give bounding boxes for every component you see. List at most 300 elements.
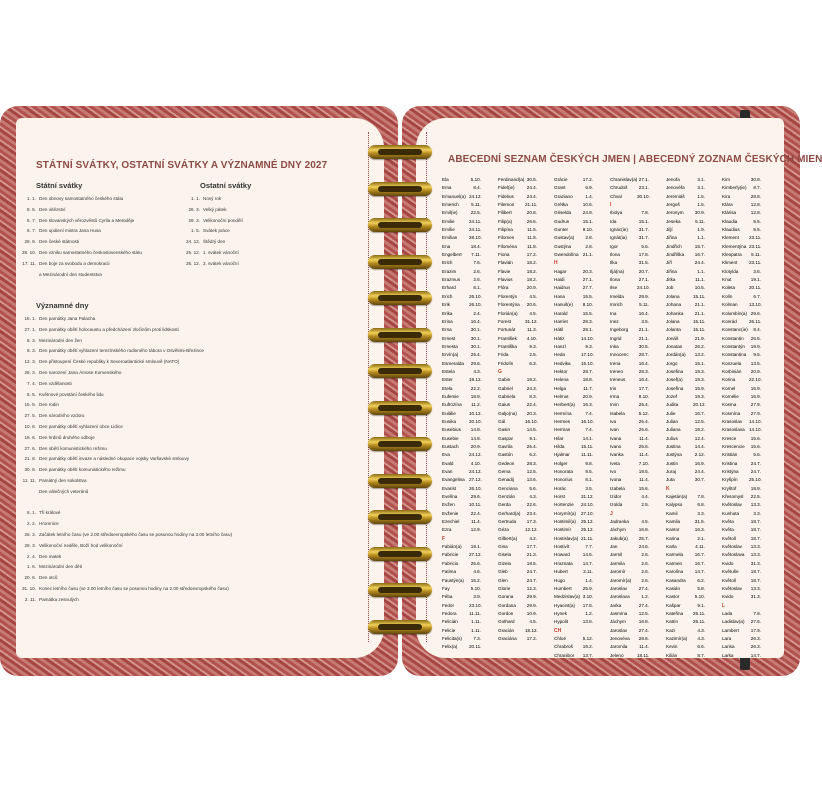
entry-text: Den památky obětí holocaustu a předcházení zločinům proti lidskosti (39, 326, 179, 332)
name-date: 22.4. (526, 402, 537, 408)
entry-date: 8. 3. (27, 348, 36, 354)
name-text: Isabela (610, 410, 625, 416)
entry-date: 28. 3. (24, 369, 36, 375)
name-entry (722, 243, 761, 251)
entry-date: 2. 11. (24, 596, 36, 602)
name-entry (610, 201, 649, 209)
name-date: 31.12. (525, 318, 538, 324)
other-holiday-row (184, 216, 334, 227)
name-entry (442, 201, 481, 209)
name-entry (498, 635, 537, 643)
name-entry (442, 243, 481, 251)
name-entry (666, 618, 705, 626)
name-text: Filipína (498, 227, 513, 233)
name-entry (666, 543, 705, 551)
name-date: 29.6. (470, 360, 481, 366)
name-text: Féba (442, 594, 453, 600)
name-entry (722, 418, 761, 426)
name-date: 19.2. (582, 644, 593, 650)
name-date: 19.5. (638, 469, 649, 475)
name-entry (554, 535, 593, 543)
name-text: Ladislav(a) (722, 619, 745, 625)
letter-heading: H (554, 260, 558, 267)
name-text: Chval (610, 193, 622, 199)
name-entry (610, 393, 649, 401)
name-text: Gavrila (498, 444, 513, 449)
name-text: Jaroslava (610, 594, 630, 600)
name-date: 18.2. (526, 268, 537, 274)
name-date: 26.3. (750, 644, 761, 650)
name-text: Jozef (666, 393, 677, 399)
name-entry (610, 618, 649, 626)
name-date: 7.8. (697, 494, 705, 500)
name-text: Irvin (610, 402, 619, 408)
name-date: 17.8. (638, 252, 649, 258)
name-entry (554, 602, 593, 610)
name-entry (498, 610, 537, 618)
name-text: Filip(a) (498, 218, 513, 224)
name-date: 11.1. (695, 277, 705, 283)
name-entry (554, 493, 593, 501)
name-entry (442, 476, 481, 484)
name-entry (666, 218, 705, 226)
name-entry (666, 560, 705, 568)
name-text: Gizela (498, 560, 512, 566)
entry-date: 18. 6. (24, 434, 36, 440)
name-text: Kantor (666, 527, 680, 533)
name-text: Jaroslav (610, 585, 628, 591)
name-entry (666, 510, 705, 518)
name-entry (722, 501, 761, 509)
name-entry (442, 385, 481, 393)
name-text: Innocenc (610, 352, 629, 358)
name-date: 1.5. (697, 202, 705, 208)
name-date: 20.10. (469, 418, 482, 424)
name-date: 18.2. (526, 277, 537, 283)
name-entry (610, 551, 649, 559)
name-text: Kolman (722, 302, 738, 308)
entry-date: 27. 1. (24, 326, 36, 332)
name-date: 9.1. (697, 602, 705, 608)
name-entry (554, 193, 593, 201)
name-date: 7.7. (585, 544, 593, 550)
name-date: 21.1. (694, 302, 705, 308)
name-date: 15.6. (750, 444, 761, 449)
name-date: 27.4. (638, 627, 649, 633)
name-entry (666, 176, 705, 184)
name-date: 28.3. (526, 460, 537, 466)
name-entry (498, 426, 537, 434)
name-entry (442, 460, 481, 468)
name-text: Klementýna (722, 243, 747, 249)
name-date: 2.5. (529, 352, 537, 358)
name-entry (666, 652, 705, 660)
name-text: Kimberly(ie) (722, 185, 747, 191)
name-date: 19.1. (750, 277, 761, 283)
name-text: Karmela (666, 552, 684, 558)
name-date: 14.4. (694, 444, 705, 449)
entry-text: Den vzdělanosti (39, 380, 72, 386)
name-entry (554, 218, 593, 226)
name-text: Jeronym (666, 210, 684, 216)
name-date: 8.7. (753, 185, 761, 191)
name-text: Hostislav(a) (554, 535, 579, 541)
name-entry (498, 443, 537, 451)
name-text: Jiřina (666, 235, 677, 241)
name-entry (498, 493, 537, 501)
name-text: Klaudius (722, 227, 740, 233)
entry-date: 28. 10. (21, 249, 36, 255)
significant-day-row (20, 368, 360, 379)
name-entry (610, 560, 649, 568)
name-entry (442, 293, 481, 301)
name-text: Emílian (442, 235, 458, 241)
name-text: Chloé (554, 635, 567, 641)
name-date: 26.2. (694, 343, 705, 349)
binding-ring (368, 255, 432, 269)
entry-text: Den narození Jana Ámose Komenského (39, 369, 122, 375)
name-text: Jáchym (610, 527, 626, 533)
name-text: Evan (442, 469, 453, 475)
name-text: Evangelina (442, 477, 465, 483)
name-date: 16.9. (750, 385, 761, 391)
name-text: Honorata (554, 469, 573, 475)
significant-day-row (20, 476, 360, 487)
name-date: 24.6. (638, 544, 649, 550)
name-date: 25.6. (638, 444, 649, 449)
binding-ring (368, 291, 432, 305)
name-text: Květa (722, 519, 734, 525)
name-entry (722, 226, 761, 234)
name-text: Genciana (498, 485, 518, 491)
name-entry (666, 435, 705, 443)
name-text: Géza (498, 527, 509, 533)
name-text: Jeseka (666, 218, 681, 224)
name-entry (498, 568, 537, 576)
name-text: Galjo(na) (498, 410, 517, 416)
name-date (469, 535, 481, 543)
name-text: Jarka (610, 602, 622, 608)
name-date: 28.10. (469, 235, 482, 241)
name-date: 2.12. (694, 452, 705, 458)
name-text: Hagar (554, 268, 567, 274)
name-date: 24.4. (694, 260, 705, 266)
name-date: 5.12. (582, 635, 593, 641)
name-date: 30.5. (526, 177, 537, 182)
name-entry (610, 326, 649, 334)
name-date: 5.10. (694, 594, 705, 600)
name-text: Jonáš (666, 335, 679, 341)
name-entry (722, 435, 761, 443)
name-date: 5.6. (529, 485, 537, 491)
significant-day-row (20, 433, 360, 444)
name-date: 2.6. (473, 277, 481, 283)
name-text: Forest (498, 318, 512, 324)
name-date: 3.5. (641, 318, 649, 324)
name-date: 18.4. (470, 243, 481, 249)
name-entry (610, 209, 649, 217)
name-text: Hanuš(e) (554, 302, 573, 308)
name-entry (442, 610, 481, 618)
binding-ring (368, 620, 432, 634)
name-date (525, 368, 537, 376)
name-entry (498, 351, 537, 359)
name-date: 10.12. (469, 410, 482, 416)
entry-date: 28. 3. (24, 531, 36, 537)
name-entry (722, 335, 761, 343)
name-entry (498, 627, 537, 635)
name-date: 8.10. (582, 302, 593, 308)
name-entry (442, 627, 481, 635)
name-date: 28.7. (582, 368, 593, 374)
name-entry (722, 543, 761, 551)
name-entry (666, 393, 705, 401)
name-text: Jorgo (666, 360, 678, 366)
name-date: 4.3. (529, 494, 537, 500)
name-date: 31.12. (581, 494, 594, 500)
name-entry (554, 335, 593, 343)
entry-text: 1. svátek vánoční (203, 249, 239, 255)
name-entry (666, 518, 705, 526)
name-date: 27.1. (582, 277, 593, 283)
name-entry (554, 259, 593, 267)
name-date: 19.3. (694, 368, 705, 374)
name-column (722, 176, 761, 660)
name-date: 5.11. (695, 218, 705, 224)
name-entry (554, 543, 593, 551)
name-entry (442, 218, 481, 226)
name-entry (722, 218, 761, 226)
name-date: 25.4. (638, 418, 649, 424)
name-entry (666, 268, 705, 276)
name-entry (666, 376, 705, 384)
letter-heading: G (498, 368, 502, 375)
name-entry (722, 351, 761, 359)
name-text: Hyacint(a) (554, 602, 575, 608)
name-entry (442, 343, 481, 351)
entry-text: Den památky obětí vyhlazení terezínského rodinného tábora v Osvětimi-Březince (39, 348, 204, 354)
name-text: Kristina (722, 460, 738, 466)
name-date: 26.11. (749, 318, 762, 324)
name-date: 24.10. (581, 502, 594, 508)
name-date: 8.7. (697, 652, 705, 658)
name-entry (498, 343, 537, 351)
name-date: 24.4. (526, 185, 537, 191)
name-text: Izabela (610, 485, 625, 491)
name-text: Ester (442, 377, 453, 383)
name-date: 1.5. (697, 193, 705, 199)
name-entry (610, 435, 649, 443)
name-date: 8.4. (473, 185, 481, 191)
name-entry (442, 410, 481, 418)
name-entry (722, 577, 761, 585)
name-date: 20.3. (582, 268, 593, 274)
name-text: Filomen (498, 235, 515, 241)
name-entry (554, 518, 593, 526)
state-holiday-row (20, 226, 200, 237)
name-date: 1.9. (697, 227, 705, 233)
name-text: Grétka (554, 202, 568, 208)
name-date: 13.5. (750, 360, 761, 366)
name-entry (610, 468, 649, 476)
name-date: 3.3. (697, 510, 705, 516)
name-text: Kasián (666, 585, 681, 591)
name-date: 9.10. (582, 227, 593, 233)
name-entry (554, 468, 593, 476)
name-date: 14.7. (582, 560, 593, 566)
entry-date: 31. 10. (21, 585, 36, 591)
name-text: Gál (498, 418, 506, 424)
name-text: Fedor (442, 602, 455, 608)
name-entry (722, 560, 761, 568)
name-entry (498, 284, 537, 292)
name-entry (610, 176, 649, 184)
name-date: 14.1. (582, 435, 593, 441)
other-holiday-row (184, 205, 334, 216)
name-date: 11.5. (527, 227, 537, 233)
name-entry (498, 268, 537, 276)
name-text: Hermes (554, 418, 571, 424)
name-text: Gwendolína (554, 252, 579, 258)
name-text: Klaudia (722, 218, 738, 224)
entry-text: Den otců (39, 575, 58, 581)
name-text: Gabriel (498, 385, 513, 391)
name-text: Kornélie (722, 393, 739, 399)
name-text: Jolana (666, 318, 680, 324)
name-text: Konrád (722, 318, 737, 324)
entry-text: Památný den sokolstva (39, 477, 87, 483)
name-entry (498, 543, 537, 551)
entry-date: 29. 3. (188, 217, 200, 223)
name-text: Květoň (722, 577, 737, 583)
name-date: 24.12. (469, 452, 482, 458)
entry-text: Hromnice (39, 521, 59, 527)
name-entry (722, 451, 761, 459)
name-entry (610, 293, 649, 301)
name-entry (442, 268, 481, 276)
significant-days-heading: Významné dny (36, 301, 89, 310)
name-date: 7.11. (471, 252, 481, 258)
name-entry (442, 318, 481, 326)
binding-ring (368, 474, 432, 488)
name-date: 27.9. (750, 402, 761, 408)
entry-date: 21. 8. (24, 456, 36, 462)
name-entry (722, 401, 761, 409)
name-text: Hedvika (554, 360, 571, 366)
name-text: Kira (722, 193, 731, 199)
name-text: Jaromila (610, 644, 628, 650)
name-entry (554, 293, 593, 301)
name-date: 13.3. (750, 502, 761, 508)
name-date: 8.1. (473, 285, 481, 291)
name-entry (442, 568, 481, 576)
entry-date: 2. 2. (27, 521, 36, 527)
name-entry (498, 510, 537, 518)
name-entry (442, 360, 481, 368)
name-text: Katrin (666, 619, 679, 625)
name-date: 15.5. (582, 293, 593, 299)
entry-text: a Mezinárodní den studentstva (39, 271, 102, 277)
name-text: Jindřich (666, 243, 682, 249)
name-text: Gabin (498, 377, 511, 383)
name-entry (498, 310, 537, 318)
name-entry (498, 551, 537, 559)
name-entry (666, 643, 705, 651)
name-text: Hostivít (554, 544, 570, 550)
name-entry (498, 326, 537, 334)
name-entry (442, 593, 481, 601)
name-text: Iljá(na) (610, 268, 625, 274)
name-entry (442, 368, 481, 376)
name-entry (498, 360, 537, 368)
name-entry (610, 602, 649, 610)
name-entry (722, 310, 761, 318)
name-date: 21.1. (694, 310, 705, 316)
name-date: 20.9. (470, 444, 481, 449)
name-text: Kryšpín (722, 477, 738, 483)
name-date: 15.1. (638, 218, 649, 224)
name-text: Helga (554, 385, 567, 391)
name-text: Ida (610, 218, 617, 224)
name-date: 12.3. (526, 585, 537, 591)
name-date: 11.11. (469, 610, 482, 616)
name-date: 13.10. (749, 302, 762, 308)
name-text: Hubert (554, 569, 568, 575)
spiral-binding (368, 145, 432, 655)
name-text: Irma (610, 393, 620, 399)
name-text: Kolín (722, 293, 733, 299)
name-entry (554, 451, 593, 459)
name-entry (442, 618, 481, 626)
name-entry (610, 243, 649, 251)
name-date: 18.7. (750, 569, 761, 575)
name-date: 30.5. (638, 343, 649, 349)
name-entry (498, 401, 537, 409)
name-entry (610, 535, 649, 543)
name-entry (722, 460, 761, 468)
name-entry (554, 276, 593, 284)
name-date: 29.9. (526, 594, 537, 600)
name-text: Emílie (442, 227, 455, 233)
name-text: Krasoslav (722, 418, 743, 424)
entry-text: Den válečných veteránů (39, 488, 89, 494)
state-holiday-row (20, 259, 200, 270)
name-entry (666, 568, 705, 576)
significant-day-row (20, 573, 360, 584)
name-date: 2.1. (697, 535, 705, 541)
other-holidays-heading: Ostatní svátky (200, 181, 252, 190)
name-entry (610, 301, 649, 309)
name-entry (442, 310, 481, 318)
name-entry (666, 535, 705, 543)
name-text: František (498, 335, 517, 341)
name-date: 13.7. (582, 652, 593, 658)
entry-text: Den vzniku samostatného československého státu (39, 249, 142, 255)
name-text: Haidrun (554, 285, 571, 291)
name-date: 15.11. (693, 327, 706, 333)
name-text: Kristián (722, 452, 738, 458)
name-entry (554, 501, 593, 509)
name-entry (610, 526, 649, 534)
name-date: 1.11. (471, 627, 481, 633)
name-date: 31.3. (750, 560, 761, 566)
name-date: 11.11. (581, 452, 594, 458)
name-text: Jenovéfa (666, 185, 685, 191)
name-text: Emanuel(a) (442, 193, 466, 199)
name-date: 18.7. (750, 527, 761, 533)
name-entry (554, 360, 593, 368)
name-text: Erich (442, 260, 453, 266)
